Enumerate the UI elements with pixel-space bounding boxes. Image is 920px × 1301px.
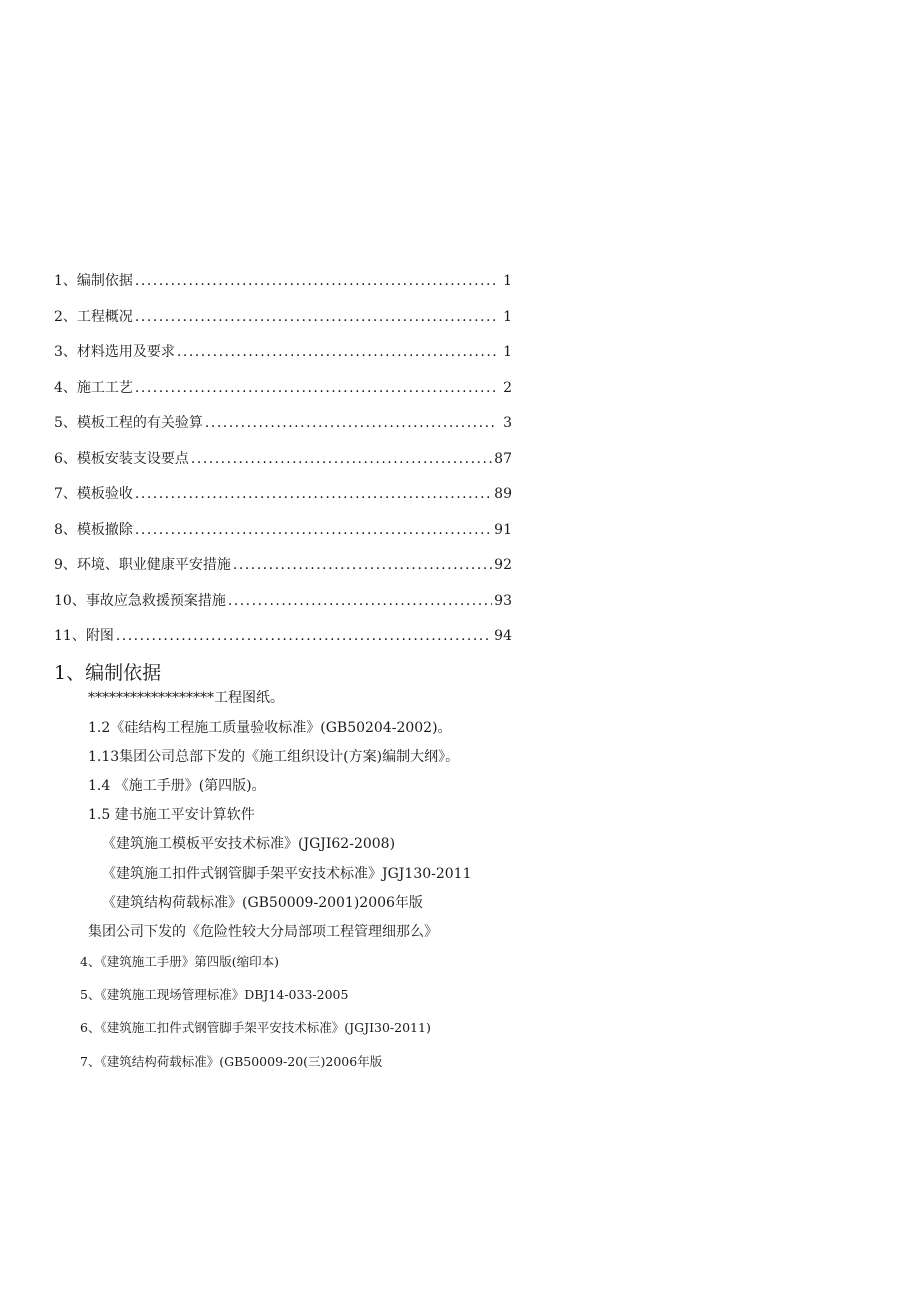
toc-entry-label: 6、模板安装支设要点: [54, 450, 189, 467]
toc-entry-label: 8、模板撤除: [54, 521, 133, 538]
section-heading: 1、编制依据: [54, 662, 162, 684]
toc-entry[interactable]: [54, 625, 512, 661]
toc-entry-page: 87: [494, 450, 512, 467]
reference-item: 6、《建筑施工扣件式钢管脚手架平安技术标准》(JGJI30-2011): [80, 1020, 431, 1035]
toc-dot-leader: [135, 270, 498, 292]
toc-entry-label: 10、事故应急救援预案措施: [54, 592, 226, 609]
toc-entry[interactable]: [54, 306, 512, 342]
toc-entry[interactable]: [54, 590, 512, 626]
toc-entry[interactable]: [54, 554, 512, 590]
reference-item: 集团公司下发的《危险性较大分局部项工程管理细那么》: [88, 924, 438, 940]
toc-entry-page: 1: [503, 273, 512, 289]
toc-entry-page: 2: [503, 379, 512, 396]
toc-dot-leader: [135, 377, 498, 399]
toc-entry-label: 1、编制依据: [54, 273, 133, 289]
toc-entry-label: 7、模板验收: [54, 486, 133, 502]
toc-entry-page: 92: [494, 557, 512, 573]
toc-entry-page: 91: [494, 521, 512, 538]
reference-item: 1.13集团公司总部下发的《施工组织设计(方案)编制大纲》。: [88, 749, 460, 765]
toc-entry[interactable]: [54, 270, 512, 306]
toc-entry-label: 4、施工工艺: [54, 379, 133, 396]
reference-item: 《建筑结构荷载标准》(GB50009-2001)2006年版: [102, 895, 423, 911]
reference-item: ******************工程图纸。: [88, 690, 284, 706]
toc-dot-leader: [116, 625, 492, 647]
reference-item: 7、《建筑结构荷载标准》(GB50009-20(三)2006年版: [80, 1054, 383, 1069]
reference-item: 5、《建筑施工现场管理标准》DBJ14-033-2005: [80, 987, 349, 1002]
toc-entry-page: 94: [494, 628, 512, 644]
toc-entry[interactable]: [54, 341, 512, 377]
toc-dot-leader: [191, 448, 492, 470]
toc-dot-leader: [177, 341, 498, 363]
toc-entry[interactable]: [54, 519, 512, 555]
reference-item: 《建筑施工扣件式钢管脚手架平安技术标准》JGJ130-2011: [102, 866, 472, 882]
reference-item: 4、《建筑施工手册》第四版(缩印本): [80, 954, 279, 969]
toc-entry[interactable]: [54, 412, 512, 448]
toc-entry[interactable]: [54, 483, 512, 519]
toc-entry-page: 1: [503, 308, 512, 325]
toc-entry-label: 9、环境、职业健康平安措施: [54, 557, 231, 573]
toc-entry-page: 89: [494, 486, 512, 502]
toc-entry-label: 3、材料选用及要求: [54, 344, 175, 360]
toc-dot-leader: [228, 590, 492, 612]
toc-entry-label: 11、附图: [54, 628, 114, 644]
toc-entry-page: 1: [503, 344, 512, 360]
toc-entry-label: 5、模板工程的有关验算: [54, 415, 203, 431]
toc-entry-page: 3: [503, 415, 512, 431]
toc-entry-label: 2、工程概况: [54, 308, 133, 325]
toc-dot-leader: [135, 306, 498, 328]
toc-entry[interactable]: [54, 448, 512, 484]
toc-dot-leader: [135, 519, 492, 541]
table-of-contents: [54, 270, 512, 661]
reference-item: 《建筑施工模板平安技术标准》(JGJI62-2008): [102, 836, 396, 852]
reference-item: 1.2《硅结构工程施工质量验收标准》(GB50204-2002)。: [88, 720, 452, 736]
toc-entry-page: 93: [494, 592, 512, 609]
toc-dot-leader: [205, 412, 498, 434]
reference-item: 1.5 建书施工平安计算软件: [88, 807, 255, 823]
toc-dot-leader: [135, 483, 492, 505]
toc-dot-leader: [233, 554, 492, 576]
reference-item: 1.4 《施工手册》(第四版)。: [88, 778, 266, 794]
toc-entry[interactable]: [54, 377, 512, 413]
